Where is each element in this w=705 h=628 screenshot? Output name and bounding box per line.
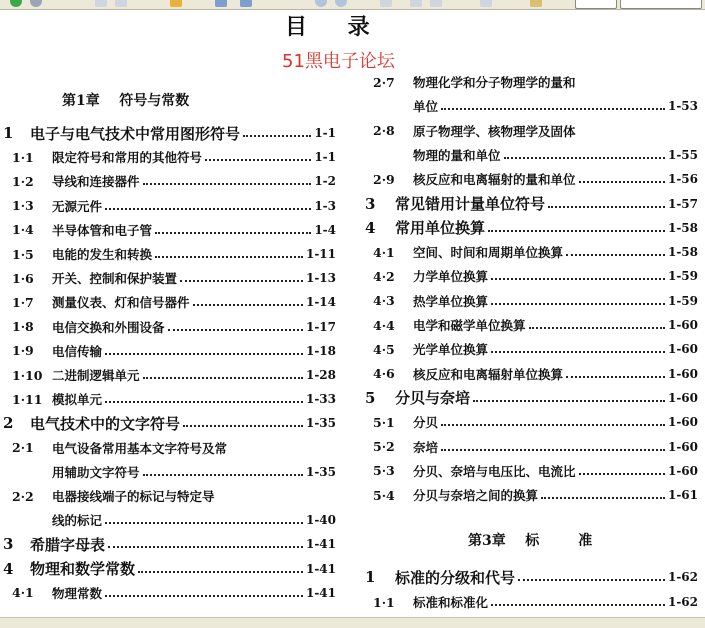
toc-title: 电气设备常用基本文字符号及常 bbox=[52, 440, 228, 456]
leader-dots bbox=[143, 183, 312, 185]
toc-entry[interactable] bbox=[12, 341, 336, 361]
toc-entry[interactable] bbox=[373, 72, 698, 92]
toc-entry[interactable] bbox=[365, 388, 698, 408]
toc-entry[interactable] bbox=[12, 389, 336, 409]
toc-number: 1 bbox=[3, 124, 14, 142]
toc-page-number: 1-62 bbox=[667, 570, 698, 584]
toc-title: 电气技术中的文字符号 bbox=[30, 414, 181, 433]
leader-dots bbox=[205, 159, 311, 161]
toc-page-number: 1-2 bbox=[314, 174, 336, 189]
toc-number: 4·1 bbox=[12, 585, 34, 601]
toc-entry[interactable] bbox=[373, 437, 698, 457]
toc-title: 单位 bbox=[413, 99, 439, 115]
save-icon[interactable] bbox=[215, 0, 227, 7]
toc-number: 1·6 bbox=[12, 270, 34, 286]
toc-title: 物理和数学常数 bbox=[30, 560, 136, 579]
toc-entry[interactable] bbox=[373, 461, 698, 481]
leader-dots bbox=[518, 579, 665, 581]
zoom-select[interactable] bbox=[575, 0, 617, 9]
leader-dots bbox=[180, 280, 303, 282]
toc-title: 电器接线端子的标记与特定导 bbox=[52, 489, 215, 504]
toc-entry[interactable] bbox=[373, 266, 698, 286]
leader-dots bbox=[491, 303, 665, 305]
toc-entry[interactable] bbox=[365, 567, 698, 587]
toc-entry[interactable] bbox=[373, 412, 698, 432]
toc-number: 1·10 bbox=[12, 367, 43, 383]
toc-entry[interactable] bbox=[12, 583, 336, 603]
toc-number: 4 bbox=[365, 218, 376, 237]
toc-page-number: 1-33 bbox=[305, 392, 336, 407]
toc-entry[interactable] bbox=[3, 534, 336, 554]
leader-dots bbox=[193, 304, 303, 306]
toc-number: 2·9 bbox=[373, 171, 395, 187]
toc-entry[interactable] bbox=[365, 194, 698, 214]
toc-page-number: 1-40 bbox=[305, 513, 336, 528]
chapter-heading-3: 第3章 标 准 bbox=[468, 533, 593, 549]
toc-number: 1·3 bbox=[12, 198, 34, 214]
zoom-out-icon[interactable] bbox=[335, 0, 347, 7]
toc-page-number: 1-58 bbox=[667, 245, 698, 260]
leader-dots bbox=[491, 278, 665, 280]
toc-title: 光学单位换算 bbox=[413, 342, 489, 358]
toc-page-number: 1-14 bbox=[305, 295, 336, 310]
toc-entry[interactable] bbox=[365, 218, 698, 238]
toc-number: 4 bbox=[3, 559, 14, 578]
leader-dots bbox=[183, 425, 303, 427]
toc-number: 1·9 bbox=[12, 343, 34, 359]
toc-entry[interactable] bbox=[12, 510, 336, 530]
toc-number: 2·8 bbox=[373, 123, 395, 139]
toc-number: 2·1 bbox=[12, 440, 34, 456]
toc-number: 5·3 bbox=[373, 463, 395, 479]
dropdown-icon[interactable] bbox=[620, 0, 702, 9]
status-bar bbox=[0, 617, 705, 628]
page-up-icon[interactable] bbox=[410, 0, 422, 7]
toc-page-number: 1-60 bbox=[667, 415, 698, 430]
toc-page-number: 1-11 bbox=[305, 247, 336, 261]
toc-entry[interactable] bbox=[12, 244, 336, 264]
toc-title: 物理常数 bbox=[52, 585, 103, 601]
edit-icon[interactable] bbox=[170, 0, 182, 7]
toc-title: 标准的分级和代号 bbox=[395, 568, 516, 587]
toc-entry[interactable] bbox=[12, 220, 336, 240]
toc-page-number: 1-1 bbox=[314, 150, 336, 165]
watermark: 51黑电子论坛 bbox=[282, 51, 395, 72]
toc-page-number: 1-60 bbox=[667, 390, 698, 405]
toc-number: 1·1 bbox=[12, 149, 34, 165]
leader-dots bbox=[105, 595, 303, 597]
toc-title: 力学单位换算 bbox=[413, 269, 489, 285]
leader-dots bbox=[105, 353, 303, 355]
toc-entry[interactable] bbox=[12, 486, 336, 506]
toc-page-number: 1-1 bbox=[314, 126, 336, 140]
back-icon[interactable] bbox=[10, 0, 22, 7]
leader-dots bbox=[488, 230, 665, 232]
toc-number: 3 bbox=[3, 535, 14, 554]
leader-dots bbox=[548, 206, 665, 208]
toc-title: 分贝、奈培与电压比、电流比 bbox=[413, 463, 576, 479]
toc-page-number: 1-59 bbox=[667, 269, 698, 284]
toc-page-number: 1-58 bbox=[667, 220, 698, 235]
toc-page-number: 1-3 bbox=[314, 198, 336, 213]
zoom-in-icon[interactable] bbox=[315, 0, 327, 7]
page-title: 目 录 bbox=[285, 14, 372, 40]
toc-title: 常用单位换算 bbox=[395, 219, 486, 238]
leader-dots bbox=[491, 604, 665, 606]
leader-dots bbox=[243, 135, 311, 137]
toc-entry[interactable] bbox=[3, 123, 336, 143]
toc-number: 2 bbox=[3, 414, 14, 433]
toc-entry[interactable] bbox=[12, 268, 336, 288]
toc-title: 电信传输 bbox=[52, 343, 103, 359]
leader-dots bbox=[441, 449, 665, 451]
leader-dots bbox=[105, 208, 311, 210]
leader-dots bbox=[529, 327, 665, 329]
toc-title: 希腊字母表 bbox=[30, 535, 106, 554]
toc-entry[interactable] bbox=[12, 171, 336, 191]
toc-entry[interactable] bbox=[373, 339, 698, 359]
toc-number: 5·4 bbox=[373, 487, 395, 503]
view-icon[interactable] bbox=[480, 0, 492, 7]
toc-entry[interactable] bbox=[373, 121, 698, 141]
toc-entry[interactable] bbox=[373, 242, 698, 262]
toc-title: 原子物理学、核物理学及固体 bbox=[413, 123, 576, 139]
toc-title: 限定符号和常用的其他符号 bbox=[52, 150, 203, 166]
find-icon[interactable] bbox=[380, 0, 392, 7]
toc-entry[interactable] bbox=[3, 413, 336, 433]
leader-dots bbox=[541, 497, 665, 499]
leader-dots bbox=[473, 400, 665, 402]
leader-dots bbox=[108, 546, 303, 548]
toc-title: 分贝 bbox=[413, 415, 439, 431]
toc-title: 核反应和电离辐射的量和单位 bbox=[413, 172, 576, 188]
leader-dots bbox=[566, 376, 665, 378]
leader-dots bbox=[138, 571, 303, 573]
settings-icon[interactable] bbox=[530, 0, 542, 7]
toc-page-number: 1-17 bbox=[305, 319, 336, 334]
toc-page-number: 1-56 bbox=[667, 172, 698, 187]
leader-dots bbox=[155, 256, 303, 258]
leader-dots bbox=[504, 157, 665, 159]
toc-page-number: 1-41 bbox=[305, 537, 336, 552]
leader-dots bbox=[105, 401, 303, 403]
leader-dots bbox=[491, 351, 665, 353]
toc-entry[interactable] bbox=[373, 485, 698, 505]
toc-entry[interactable] bbox=[373, 145, 698, 165]
toc-entry[interactable] bbox=[12, 196, 336, 216]
toc-title: 物理化学和分子物理学的量和 bbox=[413, 75, 576, 90]
leader-dots bbox=[105, 522, 303, 524]
toc-entry[interactable] bbox=[373, 96, 698, 116]
toc-title: 测量仪表、灯和信号器件 bbox=[52, 295, 190, 311]
toc-number: 1·4 bbox=[12, 222, 34, 238]
toc-entry[interactable] bbox=[3, 559, 336, 579]
toc-number: 1·1 bbox=[373, 594, 395, 610]
toc-entry[interactable] bbox=[373, 364, 698, 384]
toc-title: 电学和磁学单位换算 bbox=[413, 318, 526, 333]
leader-dots bbox=[566, 254, 665, 256]
toc-page-number: 1-61 bbox=[667, 488, 698, 503]
toc-number: 1·7 bbox=[12, 294, 34, 310]
open-icon[interactable] bbox=[95, 0, 107, 7]
document-page bbox=[0, 10, 705, 617]
toc-title: 分贝与奈培 bbox=[395, 389, 471, 408]
toc-page-number: 1-41 bbox=[305, 585, 336, 600]
forward-icon[interactable] bbox=[30, 0, 42, 7]
toc-page-number: 1-60 bbox=[667, 342, 698, 357]
toc-number: 4·3 bbox=[373, 293, 395, 309]
toc-page-number: 1-57 bbox=[667, 196, 698, 211]
toc-number: 2·7 bbox=[373, 74, 395, 90]
toc-title: 无源元件 bbox=[52, 198, 103, 214]
toc-title: 电能的发生和转换 bbox=[52, 247, 153, 262]
toc-page-number: 1-13 bbox=[305, 271, 336, 286]
toc-number: 1·2 bbox=[12, 173, 34, 189]
toc-entry[interactable] bbox=[373, 169, 698, 189]
toc-page-number: 1-18 bbox=[305, 343, 336, 358]
toc-title: 导线和连接器件 bbox=[52, 174, 140, 190]
print-icon[interactable] bbox=[115, 0, 127, 7]
toc-title: 分贝与奈培之间的换算 bbox=[413, 488, 539, 504]
toc-number: 3 bbox=[365, 194, 376, 213]
leader-dots bbox=[441, 424, 665, 426]
toc-entry[interactable] bbox=[373, 315, 698, 335]
toc-title: 线的标记 bbox=[52, 513, 103, 529]
toc-number: 5·1 bbox=[373, 414, 395, 430]
toc-number: 4·5 bbox=[373, 341, 395, 357]
toc-title: 奈培 bbox=[413, 439, 439, 455]
page-down-icon[interactable] bbox=[430, 0, 442, 7]
toc-page-number: 1-60 bbox=[667, 463, 698, 478]
toc-title: 电信交换和外围设备 bbox=[52, 319, 165, 335]
toc-title: 常见错用计量单位符号 bbox=[395, 195, 546, 213]
toc-title: 空间、时间和周期单位换算 bbox=[413, 245, 564, 261]
toc-page-number: 1-35 bbox=[305, 464, 336, 479]
leader-dots bbox=[168, 329, 303, 331]
toc-number: 4·4 bbox=[373, 317, 395, 333]
chapter-heading-1: 第1章 符号与常数 bbox=[62, 93, 190, 109]
toc-title: 半导体管和电子管 bbox=[52, 222, 153, 238]
toc-entry[interactable] bbox=[12, 462, 336, 482]
toc-entry[interactable] bbox=[12, 292, 336, 312]
toc-title: 模拟单元 bbox=[52, 392, 103, 408]
toc-page-number: 1-60 bbox=[667, 366, 698, 381]
toc-number: 5 bbox=[365, 388, 376, 407]
toc-title: 热学单位换算 bbox=[413, 293, 489, 309]
toc-title: 物理的量和单位 bbox=[413, 147, 501, 163]
toc-number: 1 bbox=[365, 568, 376, 586]
toc-entry[interactable] bbox=[373, 291, 698, 311]
toc-entry[interactable] bbox=[373, 592, 698, 612]
leader-dots bbox=[579, 473, 665, 475]
toc-number: 1·5 bbox=[12, 246, 34, 262]
toc-page-number: 1-62 bbox=[667, 595, 698, 609]
toc-number: 2·2 bbox=[12, 488, 34, 504]
toc-title: 用辅助文字符号 bbox=[52, 464, 140, 480]
toc-page-number: 1-35 bbox=[305, 416, 336, 431]
leader-dots bbox=[579, 181, 665, 183]
leader-dots bbox=[143, 377, 303, 379]
toc-title: 电子与电气技术中常用图形符号 bbox=[30, 124, 241, 143]
toc-entry[interactable] bbox=[12, 438, 336, 458]
toc-entry[interactable] bbox=[12, 147, 336, 167]
toc-page-number: 1-4 bbox=[314, 222, 336, 237]
toc-number: 4·6 bbox=[373, 366, 395, 382]
toc-page-number: 1-28 bbox=[305, 368, 336, 382]
leader-dots bbox=[441, 108, 665, 110]
toc-page-number: 1-55 bbox=[667, 147, 698, 162]
toc-number: 1·11 bbox=[12, 391, 43, 407]
leader-dots bbox=[143, 474, 303, 476]
toc-title: 标准和标准化 bbox=[413, 595, 489, 610]
toc-number: 1·8 bbox=[12, 319, 34, 335]
toc-number: 5·2 bbox=[373, 439, 395, 454]
toc-entry[interactable] bbox=[12, 317, 336, 337]
toc-number: 4·2 bbox=[373, 268, 395, 284]
toc-title: 开关、控制和保护装置 bbox=[52, 271, 178, 287]
toc-page-number: 1-59 bbox=[667, 293, 698, 308]
viewer-toolbar bbox=[0, 0, 705, 10]
toc-page-number: 1-41 bbox=[305, 561, 336, 576]
toc-title: 二进制逻辑单元 bbox=[52, 368, 140, 383]
export-icon[interactable] bbox=[240, 0, 252, 7]
toc-page-number: 1-53 bbox=[667, 99, 698, 114]
toc-number: 4·1 bbox=[373, 244, 395, 260]
toc-title: 核反应和电离辐射单位换算 bbox=[413, 366, 564, 382]
leader-dots bbox=[155, 232, 311, 234]
toc-page-number: 1-60 bbox=[667, 439, 698, 454]
toc-entry[interactable] bbox=[12, 365, 336, 385]
toc-page-number: 1-60 bbox=[667, 318, 698, 332]
